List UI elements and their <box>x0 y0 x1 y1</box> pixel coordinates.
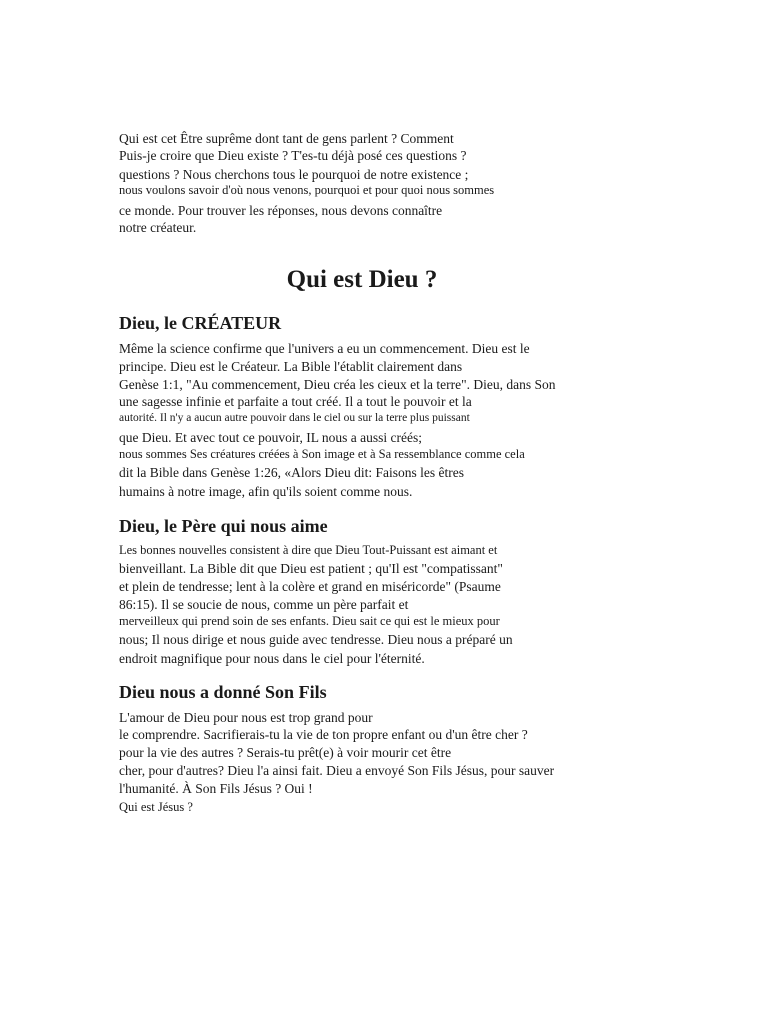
paragraph-line: et plein de tendresse; lent à la colère et grand en miséricorde" (Psaume <box>119 579 501 594</box>
paragraph-line: que Dieu. Et avec tout ce pouvoir, IL nous a aussi créés; <box>119 430 422 445</box>
paragraph-line: le comprendre. Sacrifierais-tu la vie de ton propre enfant ou d'un être cher ? <box>119 727 528 742</box>
page-title: Qui est Dieu ? <box>286 266 438 293</box>
paragraph-line: cher, pour d'autres? Dieu l'a ainsi fait. Dieu a envoyé Son Fils Jésus, pour sauver <box>119 763 555 778</box>
intro-line: questions ? Nous cherchons tous le pourquoi de notre existence ; <box>119 167 469 182</box>
intro-line: Puis-je croire que Dieu existe ? T'es-tu déjà posé ces questions ? <box>119 148 467 163</box>
section-heading: Dieu, le CRÉATEUR <box>119 313 282 333</box>
paragraph-line: Qui est Jésus ? <box>119 800 193 814</box>
paragraph-line: nous; Il nous dirige et nous guide avec tendresse. Dieu nous a préparé un <box>119 632 513 647</box>
paragraph-line: Même la science confirme que l'univers a eu un commencement. Dieu est le <box>119 341 530 356</box>
paragraph-line: L'amour de Dieu pour nous est trop grand pour <box>119 710 373 725</box>
paragraph-line: Genèse 1:1, "Au commencement, Dieu créa les cieux et la terre". Dieu, dans Son <box>119 377 556 392</box>
paragraph-line: bienveillant. La Bible dit que Dieu est patient ; qu'Il est "compatissant" <box>119 561 503 576</box>
paragraph-line: principe. Dieu est le Créateur. La Bible l'établit clairement dans <box>119 359 463 374</box>
intro-line: ce monde. Pour trouver les réponses, nous devons connaître <box>119 203 443 218</box>
intro-line: Qui est cet Être suprême dont tant de gens parlent ? Comment <box>119 131 454 146</box>
section-heading: Dieu, le Père qui nous aime <box>119 516 328 536</box>
paragraph-line: nous sommes Ses créatures créées à Son image et à Sa ressemblance comme cela <box>119 447 525 461</box>
paragraph-line: une sagesse infinie et parfaite a tout créé. Il a tout le pouvoir et la <box>119 394 472 409</box>
paragraph-line: pour la vie des autres ? Serais-tu prêt(e) à voir mourir cet être <box>119 745 452 760</box>
paragraph-line: autorité. Il n'y a aucun autre pouvoir dans le ciel ou sur la terre plus puissant <box>119 412 470 424</box>
paragraph-line: merveilleux qui prend soin de ses enfants. Dieu sait ce qui est le mieux pour <box>119 614 500 628</box>
paragraph-line: l'humanité. À Son Fils Jésus ? Oui ! <box>119 781 313 796</box>
paragraph-line: humains à notre image, afin qu'ils soient comme nous. <box>119 484 413 499</box>
section-heading: Dieu nous a donné Son Fils <box>119 682 327 702</box>
paragraph-line: endroit magnifique pour nous dans le ciel pour l'éternité. <box>119 651 425 666</box>
paragraph-line: dit la Bible dans Genèse 1:26, «Alors Dieu dit: Faisons les êtres <box>119 465 464 480</box>
intro-line: notre créateur. <box>119 220 197 235</box>
paragraph-line: Les bonnes nouvelles consistent à dire que Dieu Tout-Puissant est aimant et <box>119 543 498 557</box>
paragraph-line: 86:15). Il se soucie de nous, comme un père parfait et <box>119 597 409 612</box>
intro-line: nous voulons savoir d'où nous venons, pourquoi et pour quoi nous sommes <box>119 183 495 197</box>
